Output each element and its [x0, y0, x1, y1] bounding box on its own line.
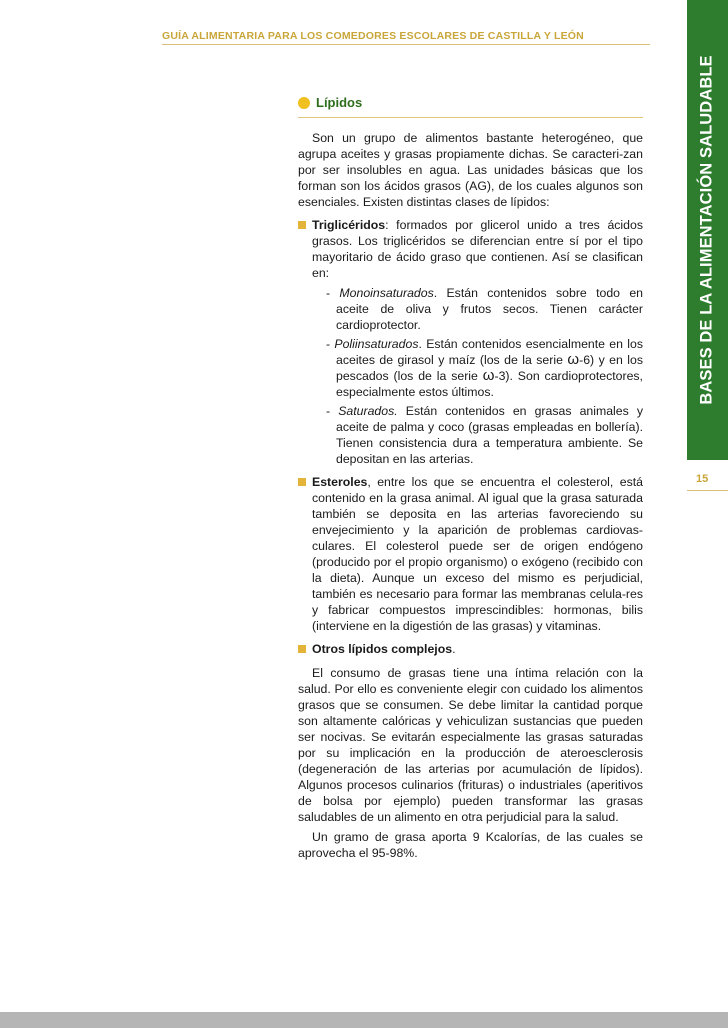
main-content	[298, 95, 643, 861]
poli-text-3: -3). Son cardioprotectores, especialmente estos últimos.	[336, 369, 643, 399]
sat-text: Están contenidos en grasas animales y aceite de palma y coco (grasas empleadas en bollería). Tienen consistencia dura a temperatura ambiente. Se depositan en las arterias.	[336, 404, 644, 466]
term-trigliceridos: Triglicéridos	[312, 218, 386, 232]
omega-symbol: ω	[482, 367, 495, 384]
list-item-otros	[298, 641, 643, 657]
section-title: Lípidos	[316, 95, 363, 110]
list-item-trigliceridos	[298, 217, 643, 467]
running-header: GUÍA ALIMENTARIA PARA LOS COMEDORES ESCOLARES DE CASTILLA Y LEÓN	[162, 30, 584, 42]
term-esteroles: Esteroles	[312, 475, 368, 489]
header-rule	[162, 44, 650, 45]
square-bullet-icon	[298, 478, 306, 486]
sub-item-poli: - Poliinsaturados. Están contenidos esencialmente en los aceites de girasol y maíz (los de la serie ω-6) y en los pescados (los de la serie ω-3). Son cardioprotectores, especialmente estos últimos.	[326, 337, 643, 399]
square-bullet-icon	[298, 645, 306, 653]
mono-text: . Están contenidos sobre todo en aceite de oliva y frutos secos. Tienen carácter cardioprotector.	[336, 286, 643, 332]
square-bullet-icon	[298, 221, 306, 229]
otros-text: .	[452, 642, 456, 656]
term-poli: Poliinsaturados	[334, 337, 419, 351]
page-number-rule	[687, 490, 728, 491]
footer-band	[0, 1012, 728, 1028]
gramo-paragraph: Un gramo de grasa aporta 9 Kcalorías, de las cuales se aprovecha el 95-98%.	[298, 830, 643, 860]
bullet-circle-icon	[298, 97, 310, 109]
sub-item-mono: - Monoinsaturados. Están contenidos sobre todo en aceite de oliva y frutos secos. Tienen carácter cardioprotector.	[326, 286, 643, 332]
sub-item-sat: - Saturados. Están contenidos en grasas animales y aceite de palma y coco (grasas empleadas en bollería). Tienen consistencia dura a temperatura ambiente. Se depositan en las arterias.	[326, 404, 644, 466]
trigliceridos-sublist	[326, 285, 643, 467]
list-item-esteroles	[298, 474, 643, 634]
intro-paragraph: Son un grupo de alimentos bastante heterogéneo, que agrupa aceites y grasas propiamente dichas. Se caracteri-zan por ser insolubles en agua. Las unidades básicas que los forman son los ácidos grasos (AG), de los cuales algunos son esenciales. Existen distintas clases de lípidos:	[298, 131, 643, 209]
term-otros: Otros lípidos complejos	[312, 642, 453, 656]
trigliceridos-text: : formados por glicerol unido a tres ácidos grasos. Los triglicéridos se diferencian entre sí por el tipo mayoritario de ácido graso que contienen. Así se clasifican en:	[312, 218, 643, 280]
omega-symbol: ω	[567, 351, 580, 368]
esteroles-text: , entre los que se encuentra el colesterol, está contenido en la grasa animal. Al igual que la grasa saturada también se deposita en las arterias favoreciendo su envejecimiento y la aparición de problemas cardiovas-culares. El colesterol puede ser de origen endógeno (producido por el propio organismo) o exógeno (recibido con la dieta). Aunque un exceso del mismo es perjudicial, también es necesario para formar las membranas celula-res y fabricar compuestos imprescindibles: hormonas, bilis (interviene en la digestión de las grasas) y vitaminas.	[312, 475, 643, 633]
poli-text-1: . Están contenidos esencialmente en los aceites de girasol y maíz (los de la serie	[336, 337, 643, 367]
term-sat: Saturados.	[338, 404, 398, 418]
section-heading	[298, 95, 643, 118]
term-mono: Monoinsaturados	[339, 286, 434, 300]
side-section-title: BASES DE LA ALIMENTACIÓN SALUDABLE	[697, 55, 716, 405]
consumo-paragraph: El consumo de grasas tiene una íntima relación con la salud. Por ello es conveniente elegir con cuidado los alimentos grasos que se consumen. Se debe limitar la cantidad porque son altamente calóricas y vehiculizan sustancias que pueden ser nocivas. Se evitarán especialmente las grasas saturadas por su implicación en la producción de ateroesclerosis (degeneración de las arterias por acumulación de lípidos). Algunos procesos culinarios (frituras) o industriales (aperitivos de bolsa por ejemplo) pueden transformar las grasas saludables de un alimento en otra perjudicial para la salud.	[298, 666, 643, 824]
page-number: 15	[696, 473, 709, 485]
poli-text-2: -6) y en los pescados (los de la serie	[336, 353, 643, 383]
